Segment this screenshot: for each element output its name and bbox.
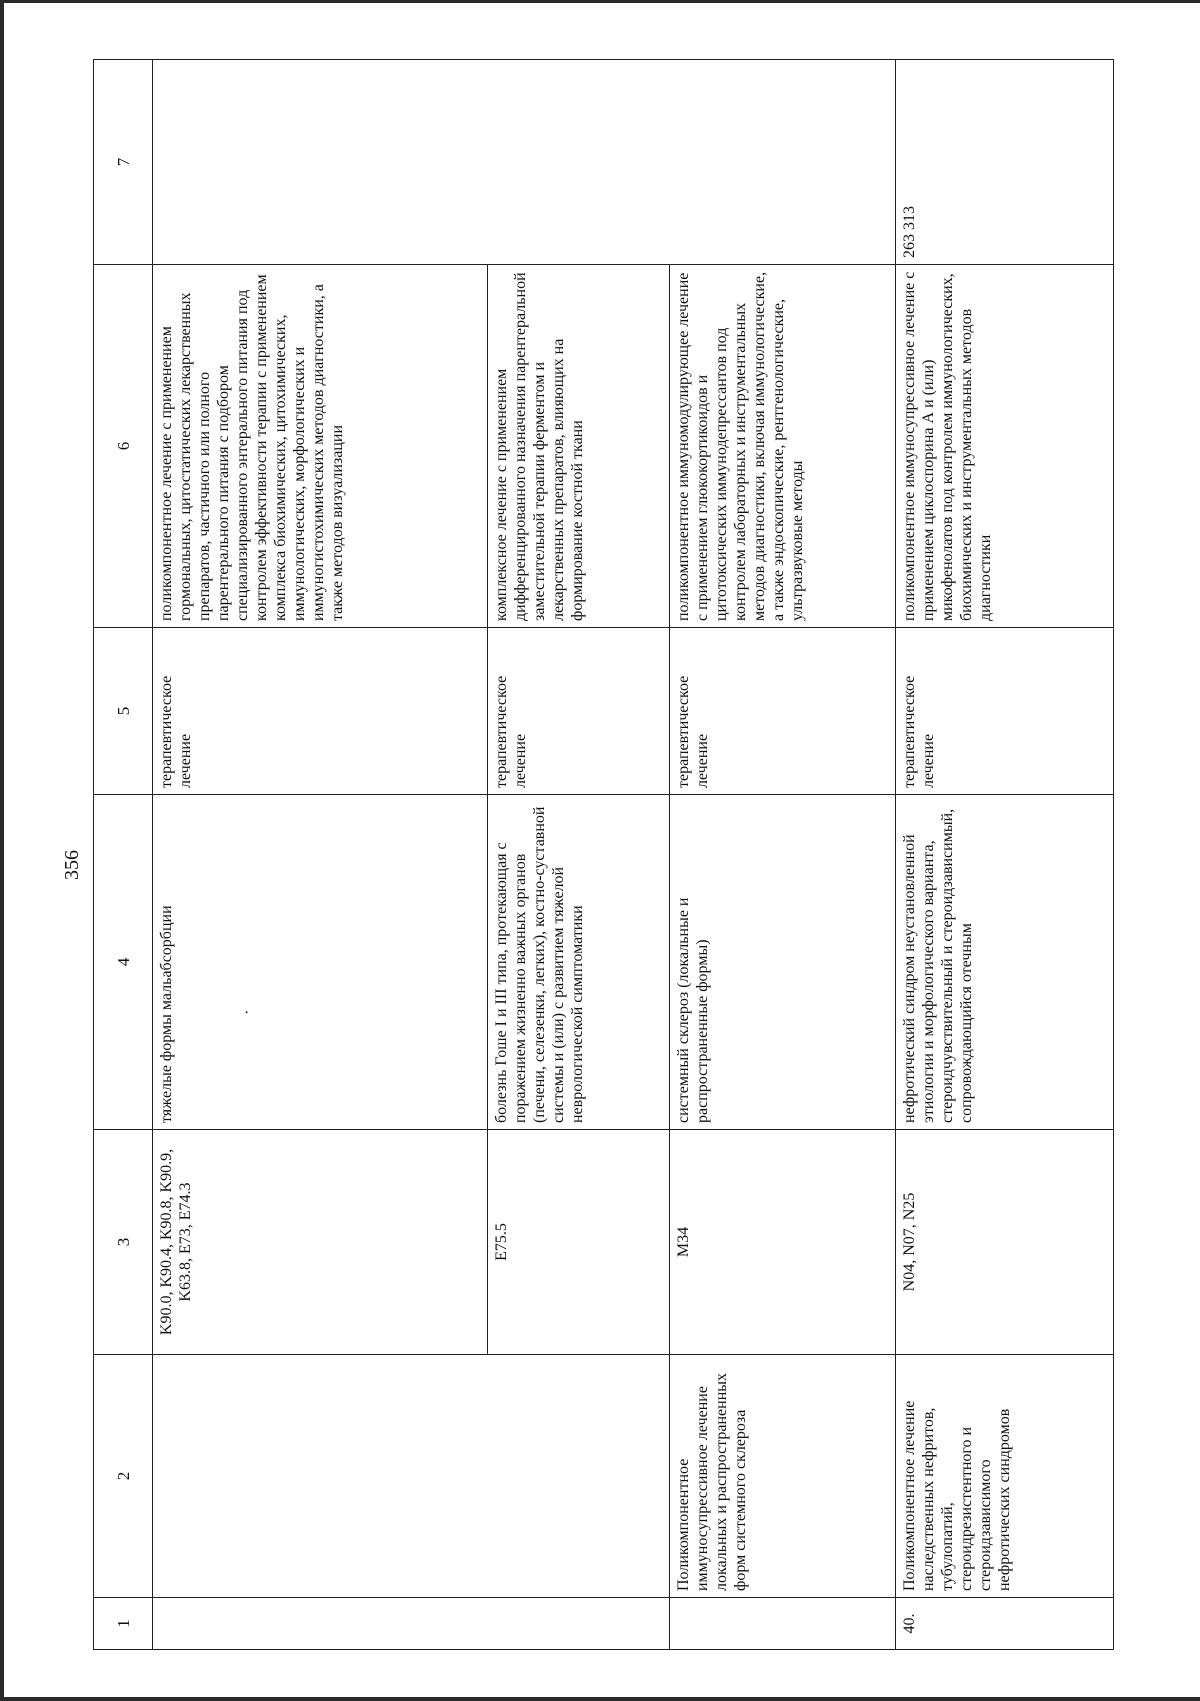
treatment-type-cell: терапевтическое лечение xyxy=(488,628,670,795)
page-number: 356 xyxy=(61,850,83,880)
header-cell-2: 2 xyxy=(94,1355,153,1598)
diagnosis-cell: нефротический синдром неустановленной этиологии и морфологического варианта, стероидчувствительный и стероидзависимый, сопровождающийся отечным xyxy=(896,795,1114,1130)
scan-edge-top xyxy=(0,0,1200,3)
header-cell-1: 1 xyxy=(94,1598,153,1650)
table-row xyxy=(896,60,1114,1650)
treatment-type-cell: терапевтическое лечение xyxy=(670,628,896,795)
diagnosis-cell xyxy=(153,795,488,1130)
header-cell-6: 6 xyxy=(94,265,153,628)
scan-edge-left xyxy=(0,0,4,1701)
header-cell-3: 3 xyxy=(94,1130,153,1355)
treatment-method-cell: поликомпонентное лечение с применением гормональных, цитостатических лекарственных препаратов, частичного или полного парентерального питания с подбором специализированного энтерального питания под контролем эффективности терапии с применением комплекса биохимических, цитохимических, иммунологических, морфологических и иммуногистохимических методов диагностики, а также методов визуализации xyxy=(153,265,488,628)
row-number-cell: 40. xyxy=(896,1598,1114,1650)
procedure-name-cell xyxy=(153,1355,670,1598)
icd-code-cell: M34 xyxy=(670,1130,896,1355)
cost-cell xyxy=(153,60,896,265)
treatment-method-cell: поликомпонентное иммуномодулирующее лечение с применением глюкокортикоидов и цитотоксических иммунодепрессантов под контролем лабораторных и инструментальных методов диагностики, включая иммунологические, а также эндоскопические, рентгенологические, ультразвуковые методы xyxy=(670,265,896,628)
table-row xyxy=(153,60,488,1650)
icd-code-cell: N04, N07, N25 xyxy=(896,1130,1114,1355)
header-cell-5: 5 xyxy=(94,628,153,795)
treatment-type-cell: терапевтическое лечение xyxy=(153,628,488,795)
procedure-name-cell: Поликомпонентное лечение наследственных нефритов, тубулопатий, стероидрезистентного и стероидзависимого нефротических синдромов xyxy=(896,1355,1114,1598)
row-number-cell xyxy=(670,1598,896,1650)
treatment-method-cell: комплексное лечение с применением дифференцированного назначения парентеральной заместительной терапии ферментом и лекарственных препаратов, влияющих на формирование костной ткани xyxy=(488,265,670,628)
treatment-type-cell: терапевтическое лечение xyxy=(896,628,1114,795)
header-cell-7: 7 xyxy=(94,60,153,265)
rotated-page-frame xyxy=(93,60,1104,1650)
stray-mark: · xyxy=(239,1009,256,1015)
procedure-name-cell: Поликомпонентное иммуносупрессивное лечение локальных и распространенных форм системного склероза xyxy=(670,1355,896,1598)
diagnosis-cell: болезнь Гоше I и III типа, протекающая с поражением жизненно важных органов (печени, селезенки, легких), костно-суставной системы и (или) с развитием тяжелой неврологической симптоматики xyxy=(488,795,670,1130)
header-cell-4: 4 xyxy=(94,795,153,1130)
scan-edge-bottom xyxy=(0,1697,1200,1701)
table-row xyxy=(670,60,896,1650)
medical-care-table xyxy=(93,59,1114,1650)
diagnosis-text: тяжелые формы мальабсорбции xyxy=(158,905,175,1123)
icd-code-cell: K90.0, K90.4, K90.8, K90.9, K63.8, E73, E74.3 xyxy=(153,1130,488,1355)
header-row xyxy=(94,60,153,1650)
treatment-method-cell: поликомпонентное иммуносупрессивное лечение с применением циклоспорина А и (или) микофенолатов под контролем иммунологических, биохимических и инструментальных методов диагностики xyxy=(896,265,1114,628)
diagnosis-cell: системный склероз (локальные и распространенные формы) xyxy=(670,795,896,1130)
row-number-cell xyxy=(153,1598,670,1650)
cost-cell: 263 313 xyxy=(896,60,1114,265)
icd-code-cell: E75.5 xyxy=(488,1130,670,1355)
